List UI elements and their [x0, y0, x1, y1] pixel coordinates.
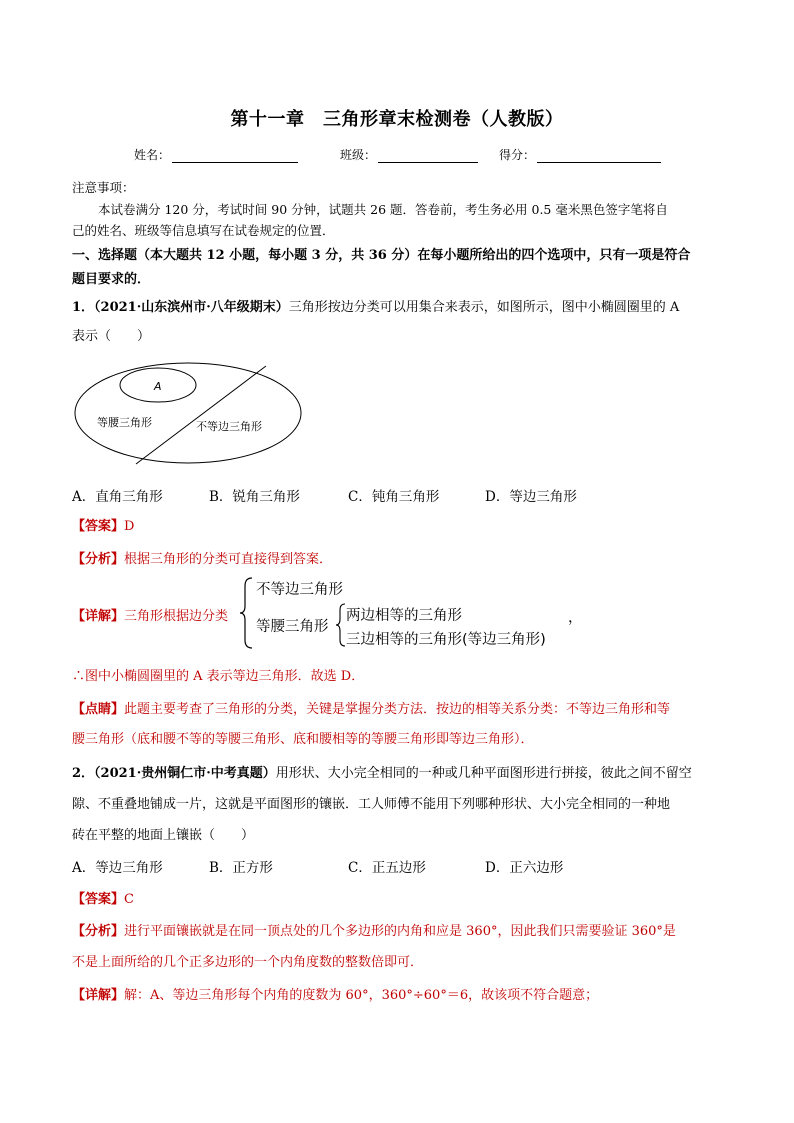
q2-analysis-line-1 [72, 920, 676, 939]
q1-detail-label: 【详解】 [72, 609, 125, 624]
q1-conclusion: ∴图中小椭圆圈里的 A 表示等边三角形．故选 D． [72, 669, 365, 684]
notice-line-1: 本试卷满分 120 分，考试时间 90 分钟，试题共 26 题．答卷前，考生务必用 0.5 毫米黑色签字笔将自 [98, 202, 668, 217]
classification-two-equal: 两边相等的三角形 [346, 608, 462, 624]
q1-answer-value: D [124, 519, 135, 534]
q1-source: （2021·山东滨州市·八年级期末） [94, 300, 289, 315]
classification-comma: ， [568, 610, 583, 626]
q1-comment-line-2: 腰三角形（底和腰不等的等腰三角形、底和腰相等的等腰三角形即等边三角形）． [72, 732, 534, 747]
notice-line-2: 己的姓名、班级等信息填写在试卷规定的位置． [72, 223, 335, 238]
classification-isosceles: 等腰三角形 [256, 619, 329, 635]
q1-stem-line-1 [72, 296, 679, 315]
classification-three-equal: 三边相等的三角形(等边三角形) [346, 632, 546, 648]
q1-analysis-label: 【分析】 [72, 552, 125, 567]
classification-scalene: 不等边三角形 [256, 582, 343, 598]
q2-analysis-line-2: 不是上面所给的几个正多边形的一个内角度数的整数倍即可． [72, 955, 424, 970]
name-label: 姓名： [134, 148, 171, 162]
q1-option-a[interactable]: A．直角三角形 [72, 489, 163, 505]
name-blank[interactable] [172, 148, 298, 163]
q1-detail-lead [72, 605, 228, 624]
q2-option-d[interactable]: D．正六边形 [485, 860, 564, 876]
q1-comment-text-1: 此题主要考查了三角形的分类，关键是掌握分类方法．按边的相等关系分类：不等边三角形和等 [124, 702, 671, 717]
q1-option-c[interactable]: C．钝角三角形 [348, 489, 440, 505]
q1-analysis-text: 根据三角形的分类可直接得到答案． [124, 552, 333, 567]
q1-stem-line-2: 表示（ ） [72, 329, 151, 344]
q2-answer [72, 888, 134, 907]
outer-brace [238, 576, 258, 650]
q2-option-c[interactable]: C．正五边形 [348, 860, 426, 876]
q2-answer-label: 【答案】 [72, 892, 125, 907]
class-field[interactable] [340, 146, 478, 163]
q2-stem-line-1 [72, 762, 692, 781]
name-field[interactable] [134, 146, 298, 163]
q1-detail-lead-text: 三角形根据边分类 [124, 609, 229, 624]
q2-detail [72, 984, 598, 1003]
diagram-label-isosceles: 等腰三角形 [97, 416, 152, 429]
q2-analysis-text-1: 进行平面镶嵌就是在同一顶点处的几个多边形的内角和应是 360°，因此我们只需要验证 360°是 [124, 924, 676, 939]
notice-heading: 注意事项： [72, 180, 135, 195]
q2-answer-value: C [124, 892, 134, 907]
diagram-label-scalene: 不等边三角形 [196, 420, 262, 433]
q2-stem-line-2: 隙、不重叠地铺成一片，这就是平面图形的镶嵌．工人师傅不能用下列哪种形状、大小完全相同的一种地 [72, 797, 671, 812]
q1-comment-line-1 [72, 698, 670, 717]
q1-option-d[interactable]: D．等边三角形 [485, 489, 577, 505]
q2-source: （2021·贵州铜仁市·中考真题） [94, 766, 276, 781]
q1-stem: 三角形按边分类可以用集合来表示，如图所示，图中小椭圆圈里的 A [288, 300, 680, 315]
outer-ellipse [75, 363, 301, 463]
section-heading-line-2: 题目要求的． [72, 272, 151, 287]
section-heading-line-1: 一、选择题（本大题共 12 小题，每小题 3 分，共 36 分）在每小题所给出的四个选项中，只有一项是符合 [72, 248, 691, 263]
score-label: 得分： [499, 148, 536, 162]
diagram-label-a: A [154, 380, 162, 393]
q1-answer-label: 【答案】 [72, 519, 125, 534]
q2-stem: 用形状、大小完全相同的一种或几种平面图形进行拼接，彼此之间不留空 [275, 766, 692, 781]
score-blank[interactable] [537, 148, 661, 163]
q2-detail-label: 【详解】 [72, 988, 125, 1003]
q1-option-b[interactable]: B．锐角三角形 [209, 489, 300, 505]
q2-analysis-label: 【分析】 [72, 924, 125, 939]
set-diagram [70, 360, 310, 470]
q2-detail-text: 解：A、等边三角形每个内角的度数为 60°，360°÷60°＝6，故该项不符合题意； [124, 988, 599, 1003]
q1-number: 1． [72, 300, 95, 315]
page-title: 第十一章 三角形章末检测卷（人教版） [230, 109, 564, 130]
class-blank[interactable] [378, 148, 478, 163]
score-field[interactable] [499, 146, 661, 163]
q2-option-a[interactable]: A．等边三角形 [72, 860, 163, 876]
q1-comment-label: 【点睛】 [72, 702, 125, 717]
q2-number: 2． [72, 766, 95, 781]
q1-analysis [72, 548, 332, 567]
q1-answer [72, 515, 134, 534]
q2-stem-line-3: 砖在平整的地面上镶嵌（ ） [72, 828, 255, 843]
class-label: 班级： [340, 148, 377, 162]
q2-option-b[interactable]: B．正方形 [209, 860, 273, 876]
